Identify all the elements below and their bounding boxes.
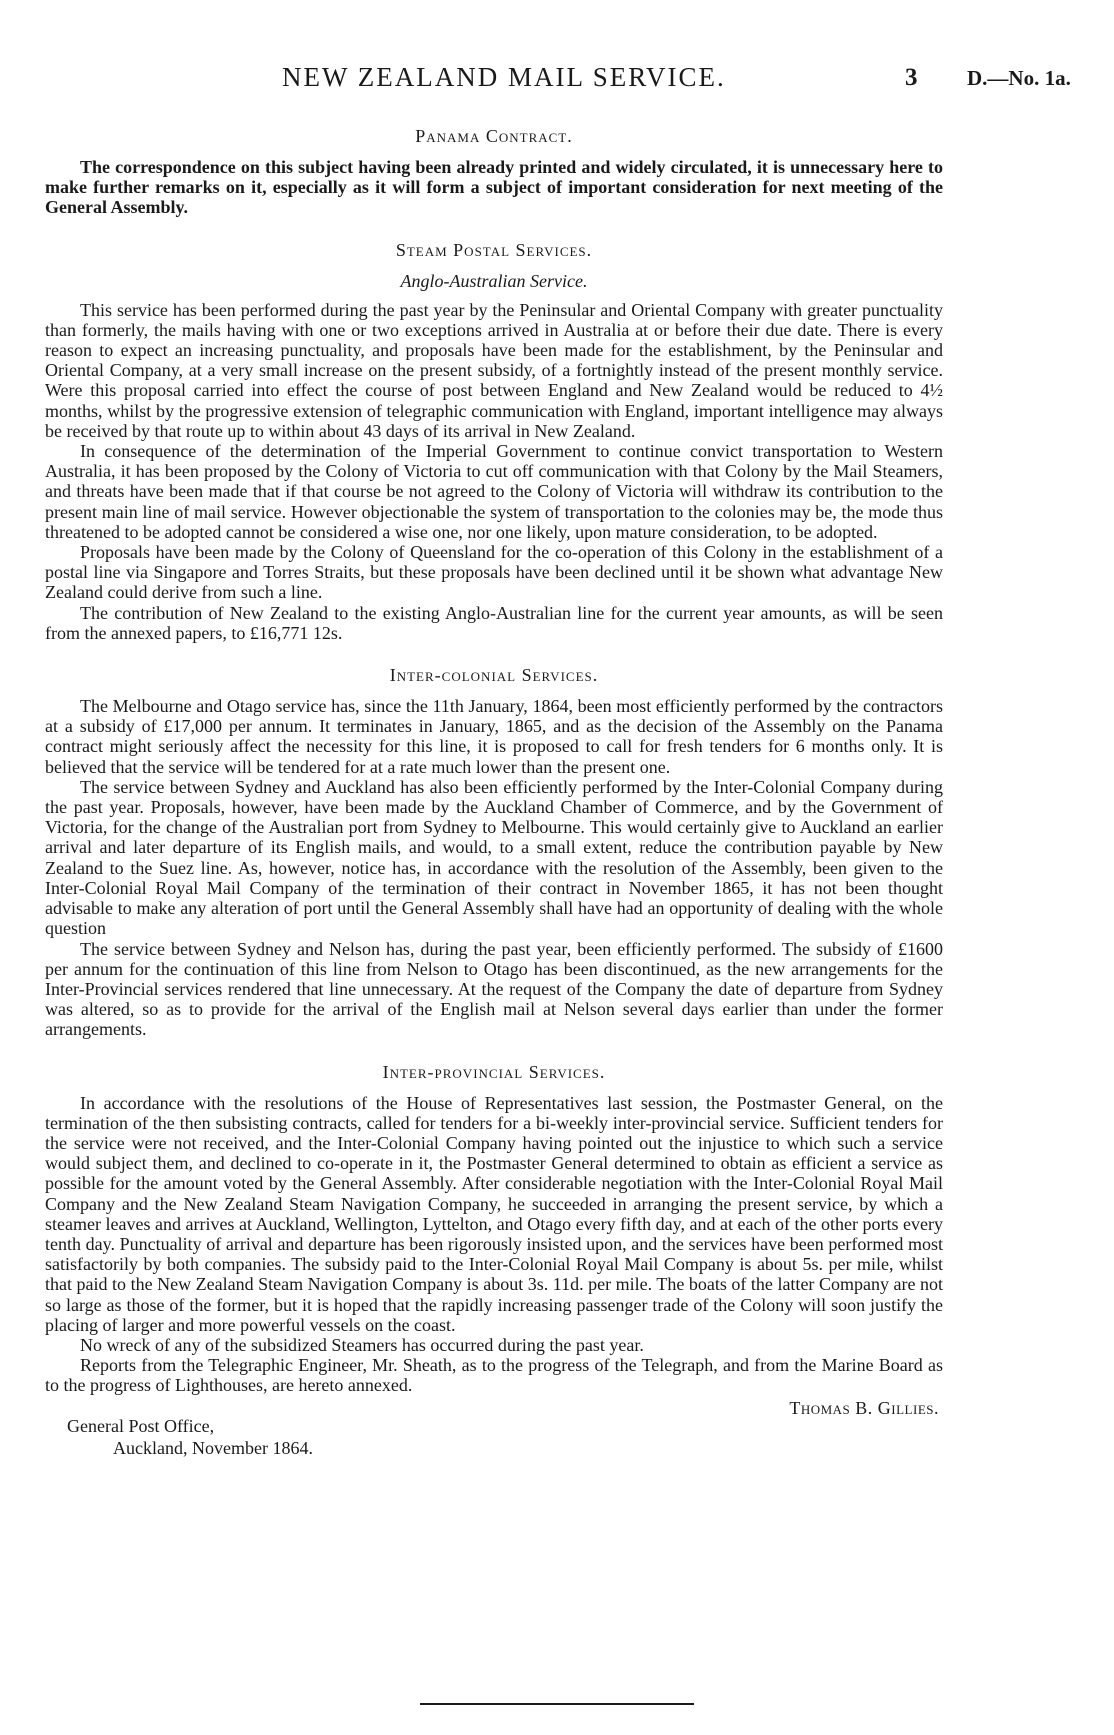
paragraph: No wreck of any of the subsidized Steamers has occurred during the past year. bbox=[80, 1334, 644, 1355]
running-title: NEW ZEALAND MAIL SERVICE. bbox=[282, 62, 726, 92]
signatory-name: Thomas B. Gillies. bbox=[789, 1397, 939, 1418]
section-inter-colonial-services bbox=[45, 665, 943, 1039]
closing-rule-divider bbox=[420, 1703, 694, 1705]
paragraph: In accordance with the resolutions of the House of Representatives last session, the Postmaster General, on the termination of the then subsisting contracts, called for tenders for a bi-weekly inter-provincial service. Sufficient tenders for the service were not received, and the Inter-Colonial Company having pointed out the injustice to which such a service would subject them, and declined to co-operate in it, the Postmaster General determined to obtain as efficient a service as possible for the amount voted by the General Assembly. After considerable negotiation with the Inter-Colonial Royal Mail Company and the New Zealand Steam Navigation Company, he succeeded in arranging the present service, by which a steamer leaves and arrives at Auckland, Wellington, Lyttelton, and Otago every fifth day, and at each of the other ports every tenth day. Punctuality of arrival and departure has been rigorously insisted upon, and the services have been performed most satisfactorily by both companies. The subsidy paid to the Inter-Colonial Royal Mail Company is about 5s. per mile, whilst that paid to the New Zealand Steam Navigation Company is about 3s. 11d. per mile. The boats of the latter Company are not so large as those of the former, but it is hoped that the rapidly increasing passenger trade of the Colony will soon justify the placing of larger and more powerful vessels on the coast. bbox=[45, 1092, 943, 1335]
document-body bbox=[45, 126, 943, 1459]
paragraph: In consequence of the determination of the Imperial Government to continue convict transportation to Western Australia, it has been proposed by the Colony of Victoria to cut off communication with that Colony by the Mail Steamers, and threats have been made that if that course be not agreed to the Colony of Victoria will withdraw its contribution to the present main line of mail service. However objectionable the system of transportation to the colonies may be, the mode thus threatened to be adopted cannot be considered a wise one, nor one likely, upon mature consideration, to be adopted. bbox=[45, 441, 943, 542]
page-number: 3 bbox=[905, 64, 918, 91]
paragraph: The contribution of New Zealand to the existing Anglo-Australian line for the current year amounts, as will be seen from the annexed papers, to £16,771 12s. bbox=[45, 602, 943, 643]
paragraph: The Melbourne and Otago service has, since the 11th January, 1864, been most efficiently performed by the contractors at a subsidy of £17,000 per annum. It terminates in January, 1865, and as the decision of the Assembly on the Panama contract might seriously affect the necessity for this line, it is proposed to call for fresh tenders for 6 months only. It is believed that the service will be tendered for at a rate much lower than the present one. bbox=[45, 696, 943, 777]
paragraph: The correspondence on this subject having been already printed and widely circulated, it is unnecessary here to make further remarks on it, especially as it will form a subject of important consideration for next meeting of the General Assembly. bbox=[45, 157, 943, 218]
sender-address bbox=[45, 1415, 943, 1459]
section-heading: Steam Postal Services. bbox=[395, 239, 593, 260]
section-steam-postal-services bbox=[45, 240, 943, 643]
section-heading: Inter-provincial Services. bbox=[382, 1061, 606, 1082]
address-date-line: Auckland, November 1864. bbox=[113, 1437, 313, 1458]
paragraph: The service between Sydney and Auckland has also been efficiently performed by the Inter-Colonial Company during the past year. Proposals, however, have been made by the Auckland Chamber of Commerce, and by the Government of Victoria, for the change of the Australian port from Sydney to Melbourne. This would certainly give to Auckland an earlier arrival and later departure of its English mails, and would, to a small extent, reduce the contribution payable by New Zealand to the Suez line. As, however, notice has, in accordance with the resolution of the Assembly, been given to the Inter-Colonial Royal Mail Company of the termination of their contract in November 1865, it has not been thought advisable to make any alteration of port until the General Assembly shall have had an opportunity of dealing with the whole question bbox=[45, 776, 943, 939]
address-line: General Post Office, bbox=[67, 1415, 215, 1436]
page-header bbox=[0, 62, 1114, 102]
section-inter-provincial-services bbox=[45, 1062, 943, 1396]
paragraph: Reports from the Telegraphic Engineer, Mr. Sheath, as to the progress of the Telegraph, and from the Marine Board as to the progress of Lighthouses, are hereto annexed. bbox=[45, 1355, 943, 1396]
section-subheading: Anglo-Australian Service. bbox=[400, 270, 588, 291]
paragraph: This service has been performed during the past year by the Peninsular and Oriental Company with greater punctuality than formerly, the mails having with one or two exceptions arrived in Australia at or before their due date. There is every reason to expect an increasing punctuality, and proposals have been made for the establishment, by the Peninsular and Oriental Company, at a very small increase on the present subsidy, of a fortnightly instead of the present monthly service. Were this proposal carried into effect the course of post between England and New Zealand would be reduced to 4½ months, whilst by the progressive extension of telegraphic communication with England, important intelligence may always be received by that route up to within about 43 days of its arrival in New Zealand. bbox=[45, 299, 943, 441]
paragraph: The service between Sydney and Nelson has, during the past year, been efficiently performed. The subsidy of £1600 per annum for the continuation of this line from Nelson to Otago has been discontinued, as the new arrangements for the Inter-Provincial services rendered that line unnecessary. At the request of the Company the date of departure from Sydney was altered, so as to provide for the arrival of the English mail at Nelson several days earlier than under the former arrangements. bbox=[45, 938, 943, 1040]
paragraph: Proposals have been made by the Colony of Queensland for the co-operation of this Colony in the establishment of a postal line via Singapore and Torres Straits, but these proposals have been declined until it be shown what advantage New Zealand could derive from such a line. bbox=[45, 542, 943, 603]
section-heading: Panama Contract. bbox=[415, 126, 573, 146]
document-reference: D.—No. 1a. bbox=[967, 66, 1071, 90]
section-panama-contract bbox=[45, 126, 943, 218]
section-heading: Inter-colonial Services. bbox=[389, 665, 599, 686]
